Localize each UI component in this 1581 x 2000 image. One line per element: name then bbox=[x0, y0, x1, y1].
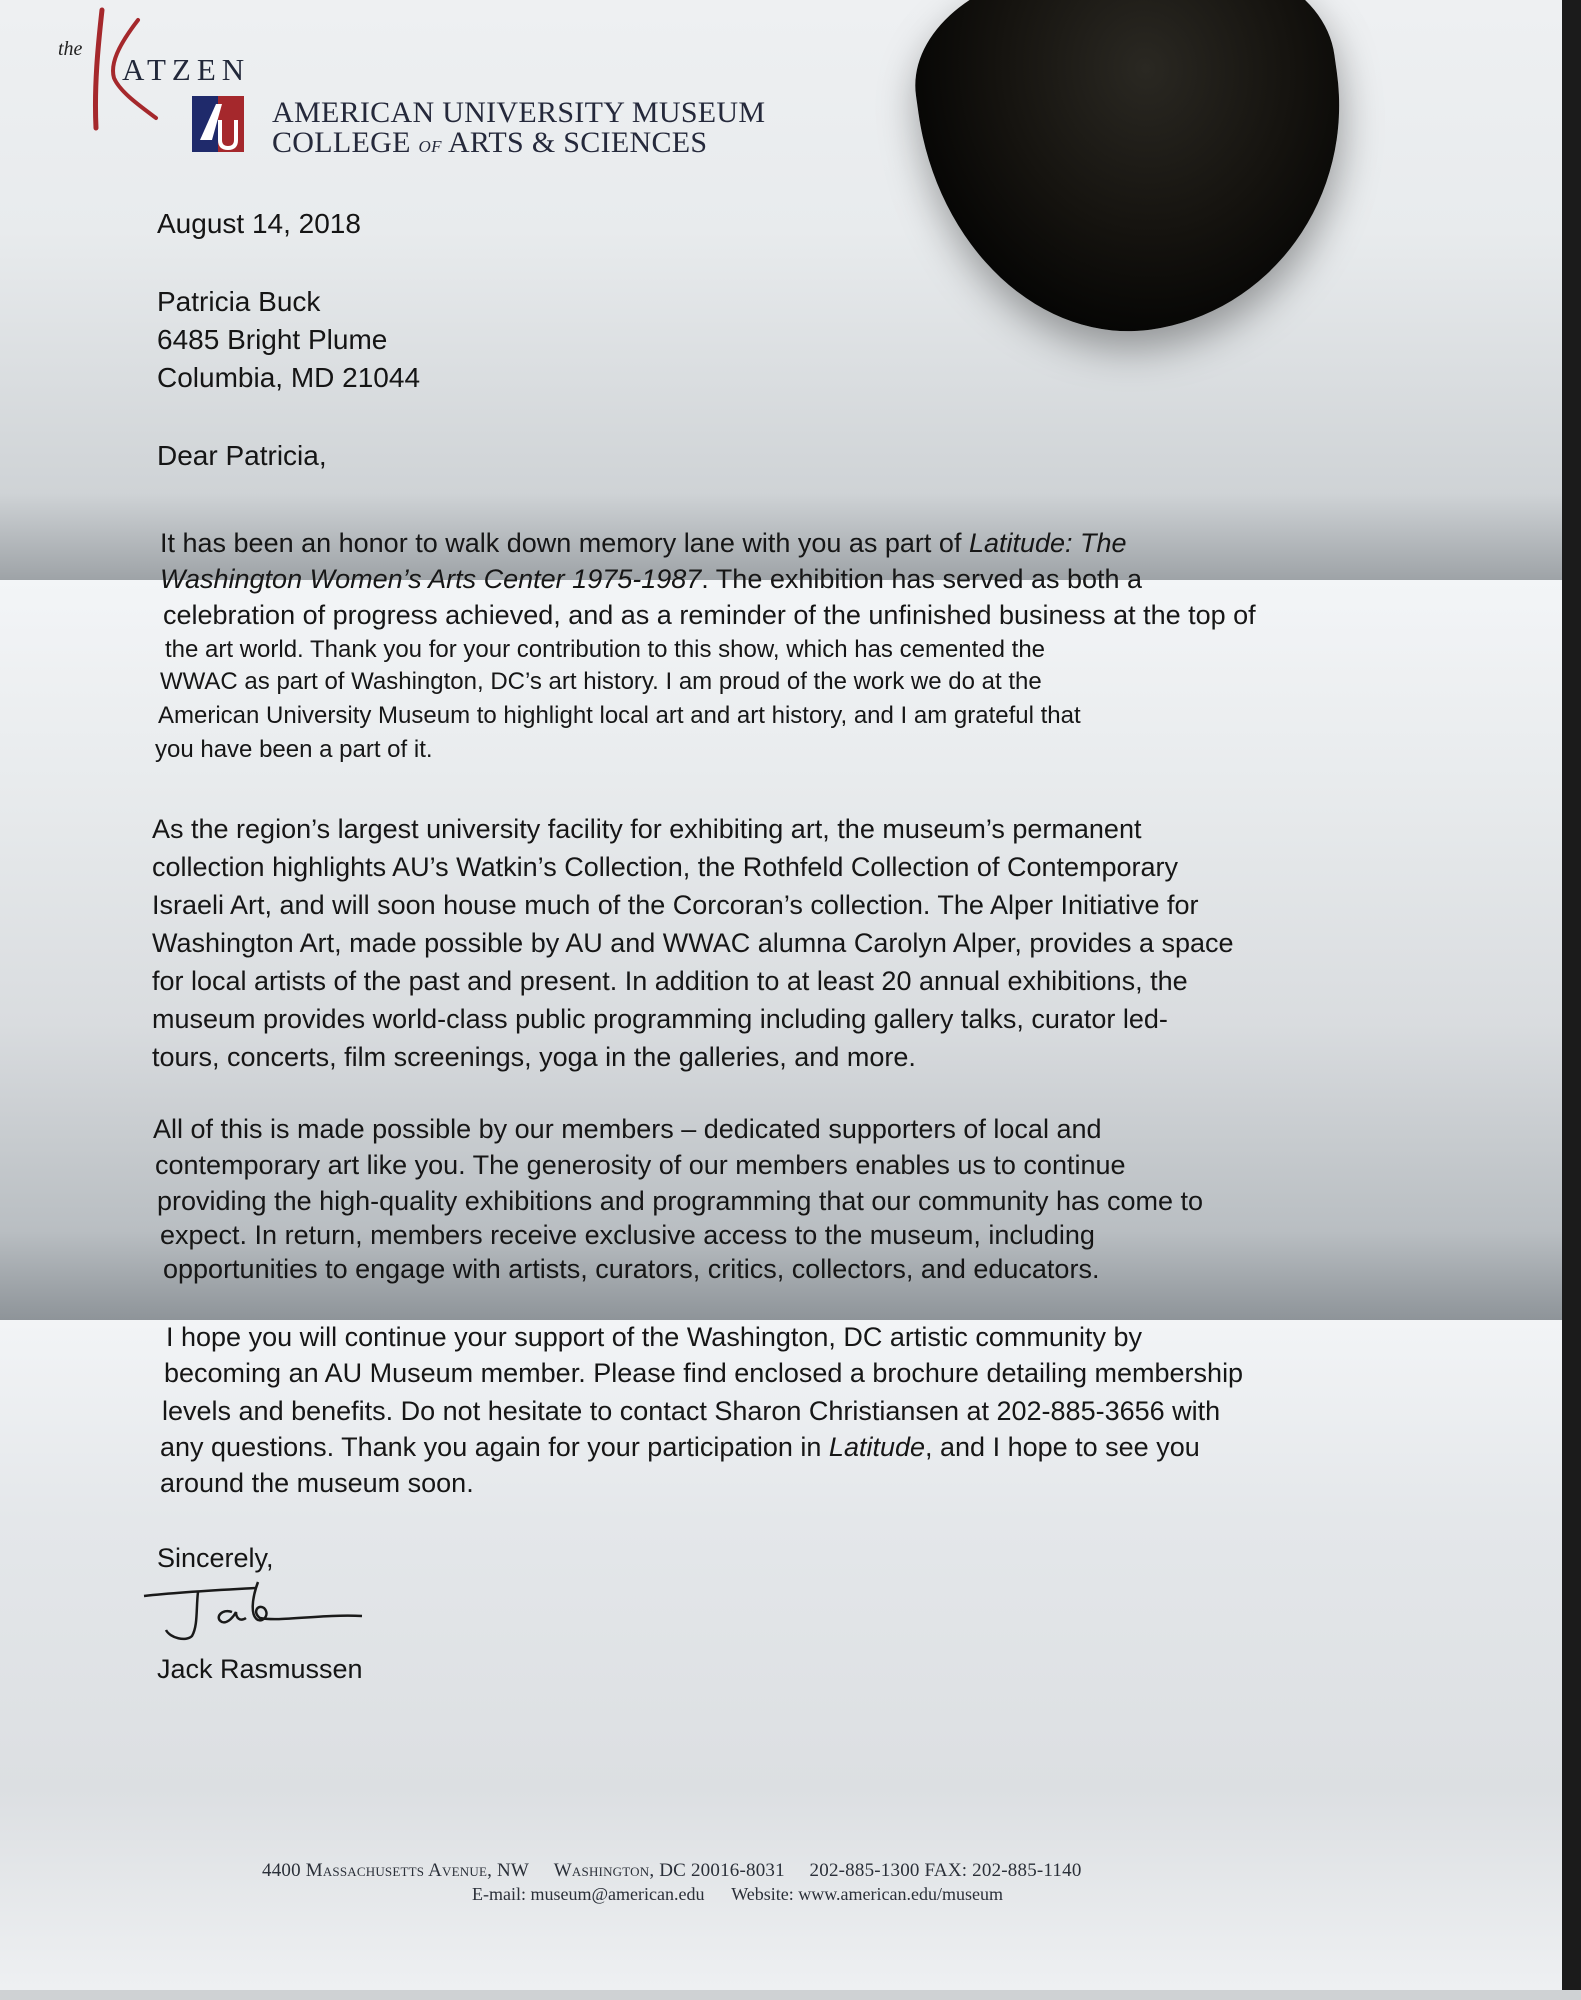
p1-line-6: American University Museum to highlight local art and art history, and I am grateful that bbox=[158, 702, 1081, 729]
p2-line: Israeli Art, and will soon house much of the Corcoran’s collection. The Alper Initiative for bbox=[152, 890, 1199, 920]
footer-contact-line bbox=[472, 1884, 1003, 1905]
p3-line: contemporary art like you. The generosity of our members enables us to continue bbox=[155, 1150, 1126, 1180]
p4-l4c: , and I hope to see you bbox=[925, 1432, 1200, 1462]
p2-line: collection highlights AU’s Watkin’s Collection, the Rothfeld Collection of Contemporary bbox=[152, 852, 1179, 882]
college-pre: COLLEGE bbox=[272, 126, 419, 159]
p4-line-3: levels and benefits. Do not hesitate to contact Sharon Christiansen at 202-885-3656 with bbox=[162, 1396, 1221, 1426]
salutation: Dear Patricia, bbox=[157, 440, 327, 471]
au-logo-icon bbox=[192, 96, 244, 152]
recipient-street: 6485 Bright Plume bbox=[157, 324, 388, 355]
p1-l1a: It has been an honor to walk down memory lane with you as part of bbox=[160, 528, 969, 558]
college-post: ARTS & SCIENCES bbox=[441, 126, 708, 159]
p1-line-7: you have been a part of it. bbox=[155, 736, 433, 763]
p1-l2b: . The exhibition has served as both a bbox=[701, 564, 1143, 594]
p4-line-5: around the museum soon. bbox=[160, 1468, 474, 1498]
letterhead-katzen: ATZEN bbox=[122, 52, 251, 87]
letterhead-the: the bbox=[58, 38, 83, 60]
p2-line: for local artists of the past and present. In addition to at least 20 annual exhibitions, the bbox=[152, 966, 1188, 996]
signer-name: Jack Rasmussen bbox=[157, 1654, 363, 1684]
footer-website[interactable]: Website: www.american.edu/museum bbox=[731, 1884, 1003, 1904]
p4-line-1: I hope you will continue your support of the Washington, DC artistic community by bbox=[166, 1322, 1142, 1352]
p1-line-3: celebration of progress achieved, and as a reminder of the unfinished business at the top of bbox=[163, 600, 1256, 630]
letterhead-museum-name: AMERICAN UNIVERSITY MUSEUM bbox=[272, 96, 766, 129]
handwritten-signature bbox=[140, 1578, 380, 1648]
p3-line: providing the high-quality exhibitions and programming that our community has come to bbox=[157, 1186, 1204, 1216]
p2-line: Washington Art, made possible by AU and WWAC alumna Carolyn Alper, provides a space bbox=[152, 928, 1234, 958]
footer-email[interactable]: E-mail: museum@american.edu bbox=[472, 1884, 705, 1904]
p1-l2a: Washington Women’s Arts Center 1975-1987 bbox=[160, 564, 702, 594]
p1-l1b: Latitude: The bbox=[968, 528, 1127, 558]
p1-line-1 bbox=[160, 528, 1127, 559]
background-edge-bottom bbox=[0, 1990, 1581, 2000]
letterhead-college bbox=[272, 126, 707, 160]
footer-address: 4400 Massachusetts Avenue, NW bbox=[262, 1860, 530, 1881]
p2-line: As the region’s largest university facility for exhibiting art, the museum’s permanent bbox=[152, 814, 1142, 844]
p3-line: expect. In return, members receive exclusive access to the museum, including bbox=[160, 1220, 1095, 1250]
p2-line: museum provides world-class public programming including gallery talks, curator led- bbox=[152, 1004, 1168, 1034]
p1-line-4: the art world. Thank you for your contribution to this show, which has cemented the bbox=[165, 636, 1046, 663]
background-edge bbox=[1562, 0, 1581, 2000]
p4-l4a: any questions. Thank you again for your participation in bbox=[160, 1432, 829, 1462]
p4-line-4 bbox=[160, 1432, 1200, 1463]
footer-phone: 202-885-1300 FAX: 202-885-1140 bbox=[809, 1860, 1082, 1881]
letter-date: August 14, 2018 bbox=[157, 208, 361, 239]
p1-line-2 bbox=[160, 564, 1142, 595]
p3-line: All of this is made possible by our members – dedicated supporters of local and bbox=[153, 1114, 1102, 1144]
p1-line-5: WWAC as part of Washington, DC’s art history. I am proud of the work we do at the bbox=[160, 668, 1042, 695]
p4-line-2: becoming an AU Museum member. Please find enclosed a brochure detailing membership bbox=[164, 1358, 1244, 1388]
recipient-name: Patricia Buck bbox=[157, 286, 321, 317]
recipient-city: Columbia, MD 21044 bbox=[157, 362, 421, 393]
p3-line: opportunities to engage with artists, curators, critics, collectors, and educators. bbox=[163, 1254, 1100, 1284]
p2-line: tours, concerts, film screenings, yoga in the galleries, and more. bbox=[152, 1042, 916, 1072]
college-of: of bbox=[418, 132, 442, 158]
p4-l4b: Latitude bbox=[828, 1432, 926, 1462]
closing: Sincerely, bbox=[157, 1543, 274, 1573]
footer-address-line bbox=[262, 1860, 1082, 1882]
footer-city: Washington, DC 20016-8031 bbox=[553, 1860, 785, 1881]
